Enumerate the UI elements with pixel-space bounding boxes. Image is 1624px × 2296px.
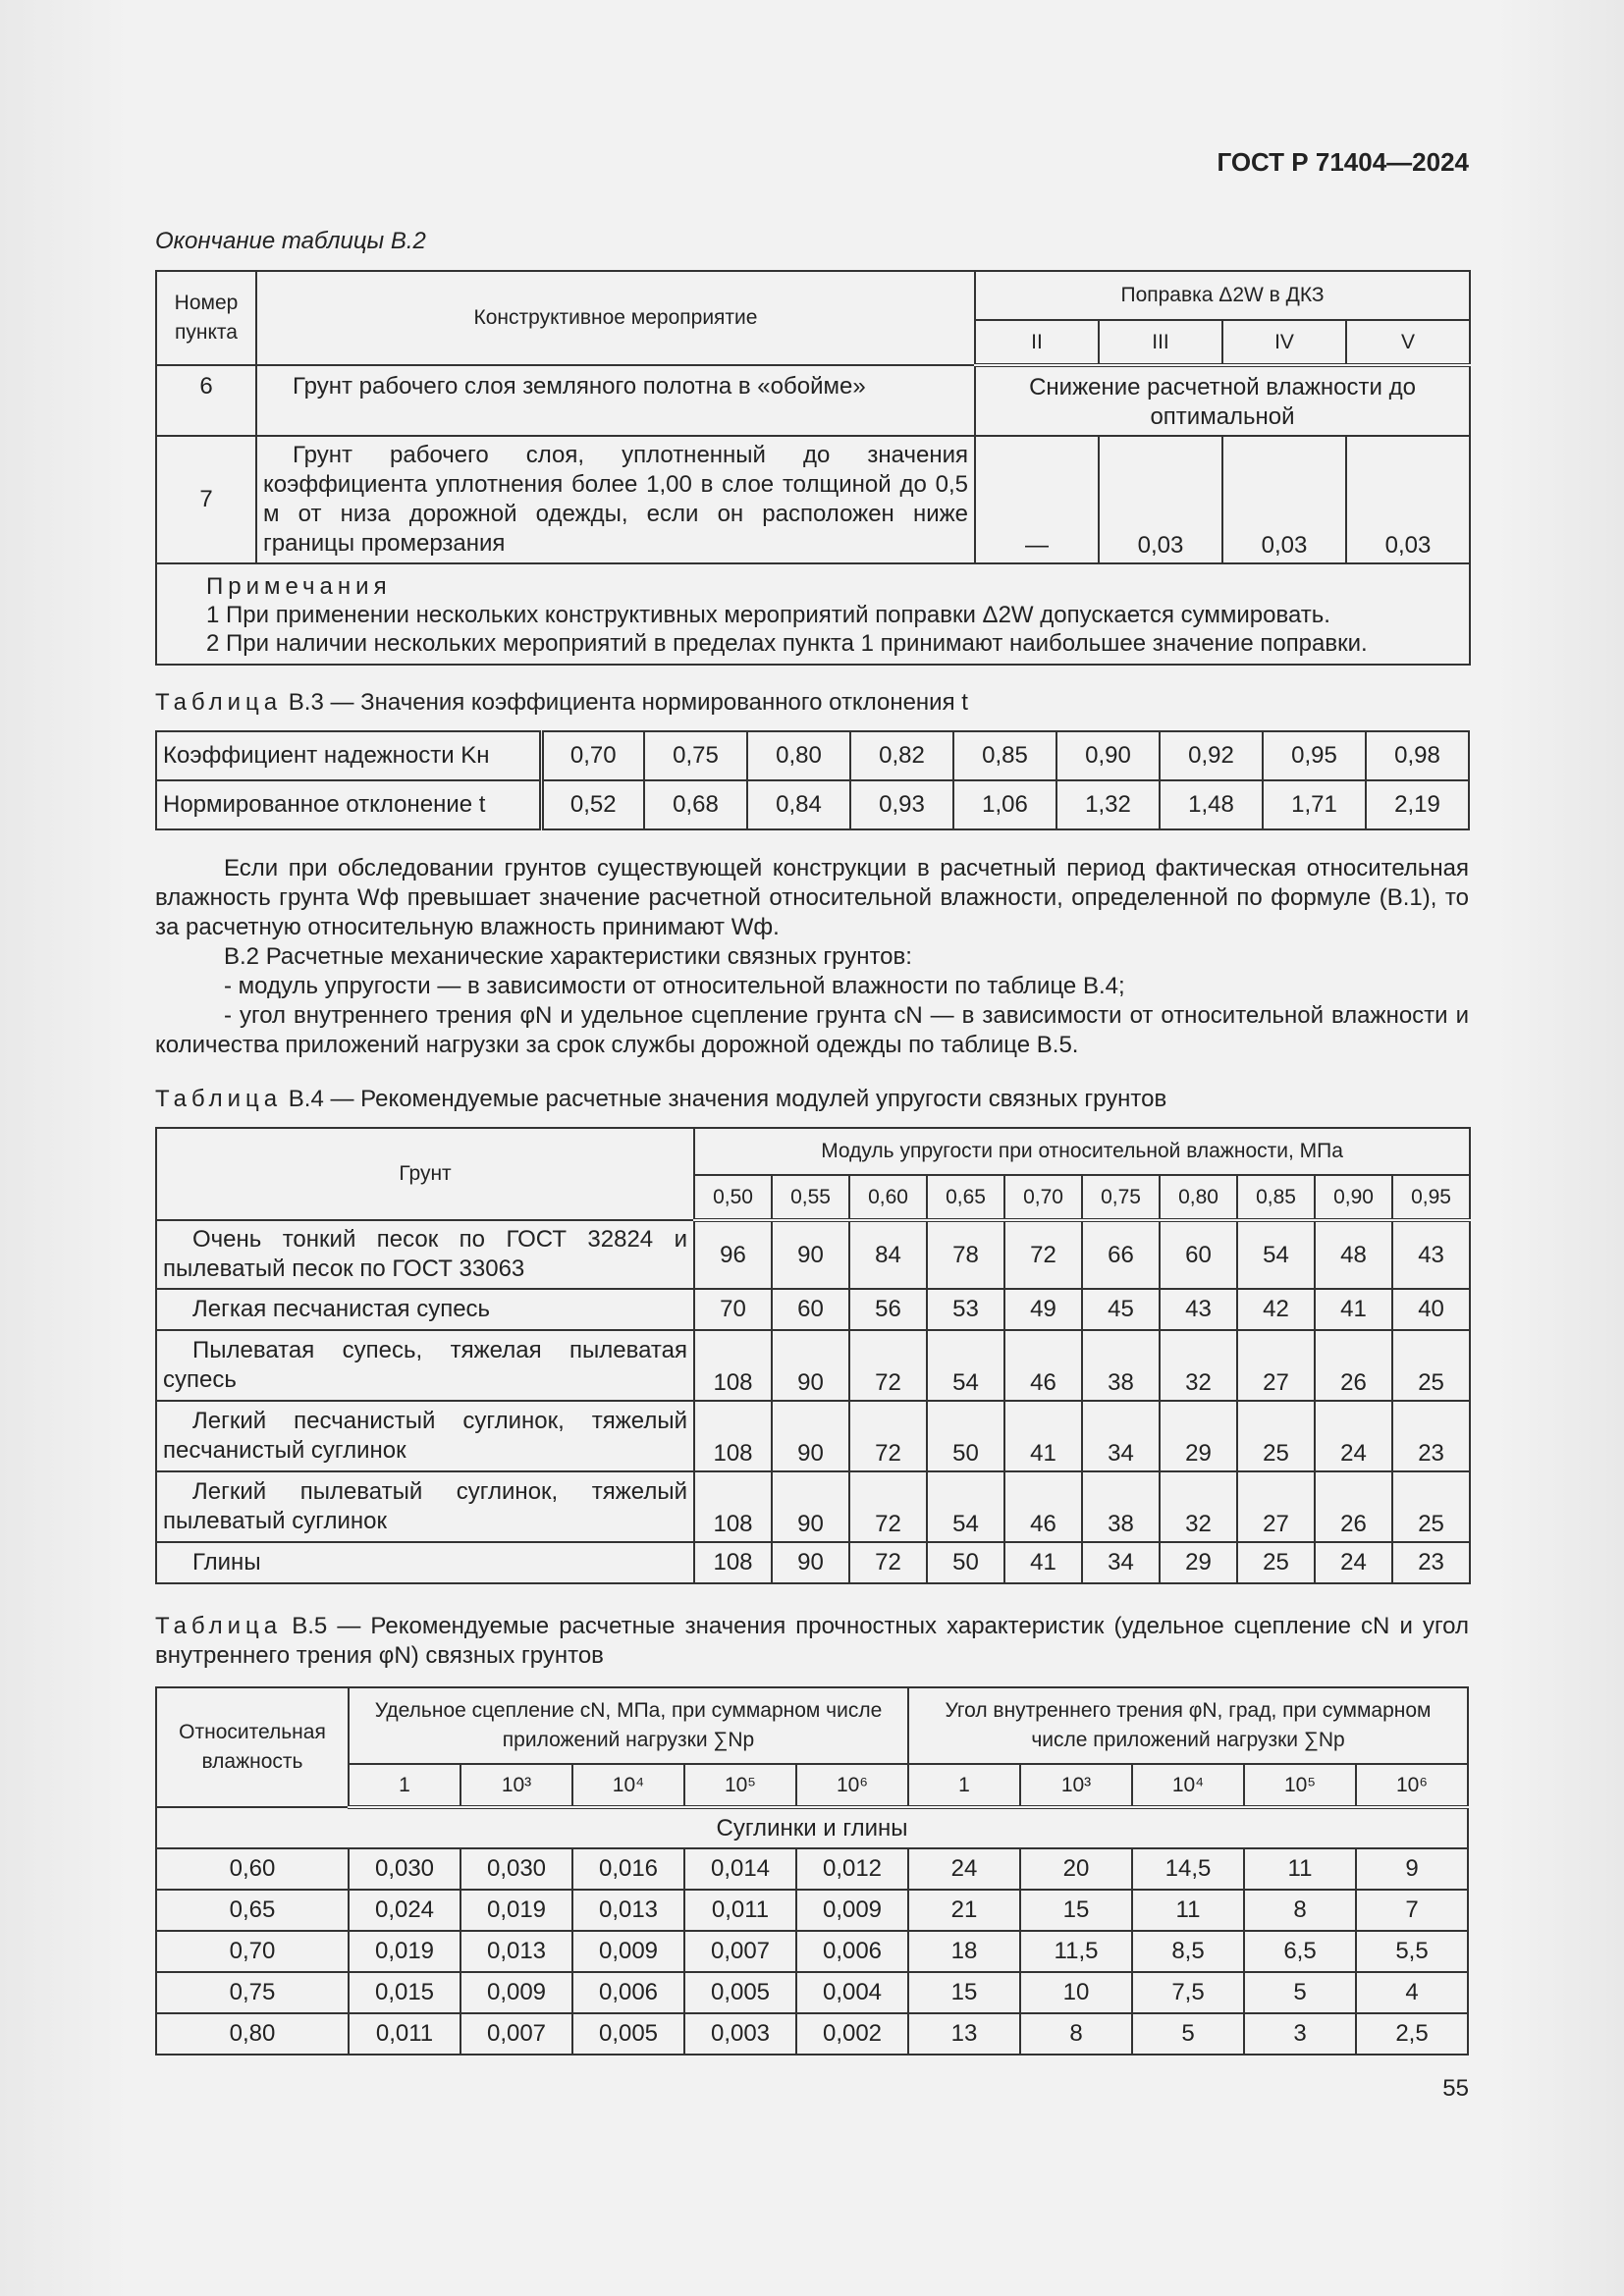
cell: 60 <box>1160 1220 1237 1289</box>
col-friction-header: Угол внутреннего трения φN, град, при суммарном числе приложений нагрузки ∑Np <box>908 1687 1468 1764</box>
row-label: Коэффициент надежности Kн <box>156 731 541 780</box>
cell: 54 <box>927 1471 1004 1542</box>
load-header: 10⁴ <box>572 1764 684 1807</box>
cell: 0,013 <box>572 1890 684 1931</box>
cell: 29 <box>1160 1542 1237 1583</box>
cell: 0,82 <box>850 731 953 780</box>
cell: 7 <box>1356 1890 1468 1931</box>
note-item: 2 При наличии нескольких мероприятий в пределах пункта 1 принимают наибольшее значение поправки. <box>206 630 1368 657</box>
col-number-header: Номер пункта <box>156 271 256 365</box>
body-text <box>155 854 1469 1060</box>
cell: 43 <box>1160 1289 1237 1330</box>
table-b4 <box>155 1127 1471 1584</box>
cell: 0,52 <box>541 780 644 829</box>
caption-prefix: Таблица <box>155 1086 283 1112</box>
cell: 72 <box>1004 1220 1082 1289</box>
cell: 32 <box>1160 1471 1237 1542</box>
cell: 0,75 <box>156 1972 349 2013</box>
cell: 0,011 <box>684 1890 796 1931</box>
cell: 0,003 <box>684 2013 796 2055</box>
humidity-header: 0,55 <box>772 1175 849 1220</box>
cell: 48 <box>1315 1220 1392 1289</box>
cell: 72 <box>849 1471 927 1542</box>
cell: 90 <box>772 1542 849 1583</box>
col-soil-header: Грунт <box>156 1128 694 1220</box>
cell: 1,48 <box>1160 780 1263 829</box>
col-correction-header: Поправка Δ2W в ДКЗ <box>975 271 1470 320</box>
cell: 7,5 <box>1132 1972 1244 2013</box>
cell: 90 <box>772 1471 849 1542</box>
cell: 0,019 <box>460 1890 572 1931</box>
cell: 53 <box>927 1289 1004 1330</box>
cell: 0,60 <box>156 1848 349 1890</box>
caption-text: В.5 — Рекомендуемые расчетные значения прочностных характеристик (удельное сцепление cN и угол внутреннего трения φN) связных грунтов <box>155 1613 1470 1669</box>
cell: 25 <box>1392 1471 1470 1542</box>
load-header: 10⁵ <box>1244 1764 1356 1807</box>
cell: 42 <box>1237 1289 1315 1330</box>
cell: 0,024 <box>349 1890 460 1931</box>
soil-name: Пылеватая супесь, тяжелая пылеватая супесь <box>156 1330 694 1401</box>
cell: 0,002 <box>796 2013 908 2055</box>
row-merged-value: Снижение расчетной влажности до оптимальной <box>975 365 1470 436</box>
cell: 34 <box>1082 1542 1160 1583</box>
zone-header: III <box>1099 320 1222 365</box>
cell: 0,93 <box>850 780 953 829</box>
cell: 26 <box>1315 1471 1392 1542</box>
caption-text: В.4 — Рекомендуемые расчетные значения модулей упругости связных грунтов <box>288 1086 1167 1112</box>
cell: 0,85 <box>953 731 1056 780</box>
cell: 72 <box>849 1401 927 1471</box>
cell: 0,65 <box>156 1890 349 1931</box>
cell: 11 <box>1132 1890 1244 1931</box>
cell: 6,5 <box>1244 1931 1356 1972</box>
cell: 1,71 <box>1263 780 1366 829</box>
cell: 1,06 <box>953 780 1056 829</box>
cell: 0,019 <box>349 1931 460 1972</box>
cell: 8,5 <box>1132 1931 1244 1972</box>
cell: 49 <box>1004 1289 1082 1330</box>
cell: 0,006 <box>796 1931 908 1972</box>
load-header: 10⁶ <box>1356 1764 1468 1807</box>
load-header: 1 <box>908 1764 1020 1807</box>
cell: 14,5 <box>1132 1848 1244 1890</box>
cell: 50 <box>927 1401 1004 1471</box>
soil-name: Легкий песчанистый суглинок, тяжелый песчанистый суглинок <box>156 1401 694 1471</box>
cell: 0,011 <box>349 2013 460 2055</box>
cell: 41 <box>1004 1542 1082 1583</box>
cell: 54 <box>1237 1220 1315 1289</box>
cell: 0,005 <box>684 1972 796 2013</box>
cell: 8 <box>1020 2013 1132 2055</box>
cell: 46 <box>1004 1330 1082 1401</box>
cell: 24 <box>1315 1401 1392 1471</box>
humidity-header: 0,95 <box>1392 1175 1470 1220</box>
cell: 1,32 <box>1056 780 1160 829</box>
cell: 11,5 <box>1020 1931 1132 1972</box>
cell: 0,006 <box>572 1972 684 2013</box>
row-label: Нормированное отклонение t <box>156 780 541 829</box>
humidity-header: 0,90 <box>1315 1175 1392 1220</box>
humidity-header: 0,50 <box>694 1175 772 1220</box>
cell: 0,007 <box>684 1931 796 1972</box>
col-cohesion-header: Удельное сцепление cN, МПа, при суммарном числе приложений нагрузки ∑Np <box>349 1687 908 1764</box>
notes-title: Примечания <box>206 573 392 600</box>
cell: 5 <box>1244 1972 1356 2013</box>
cell: 4 <box>1356 1972 1468 2013</box>
cell: 0,030 <box>349 1848 460 1890</box>
cell: 9 <box>1356 1848 1468 1890</box>
cell: 23 <box>1392 1401 1470 1471</box>
cell: 50 <box>927 1542 1004 1583</box>
cell: 0,90 <box>1056 731 1160 780</box>
table-b5-caption <box>155 1612 1469 1671</box>
cell: 0,75 <box>644 731 747 780</box>
cell: 10 <box>1020 1972 1132 2013</box>
cell: 108 <box>694 1330 772 1401</box>
group-header: Суглинки и глины <box>156 1807 1468 1848</box>
humidity-header: 0,60 <box>849 1175 927 1220</box>
cell: 70 <box>694 1289 772 1330</box>
cell: 3 <box>1244 2013 1356 2055</box>
cell: 0,70 <box>156 1931 349 1972</box>
cell: 40 <box>1392 1289 1470 1330</box>
cell: 43 <box>1392 1220 1470 1289</box>
cell: 84 <box>849 1220 927 1289</box>
cell: 0,80 <box>747 731 850 780</box>
caption-prefix: Таблица <box>155 1613 283 1639</box>
cell: 0,92 <box>1160 731 1263 780</box>
document-id: ГОСТ Р 71404—2024 <box>1217 147 1469 177</box>
humidity-header: 0,85 <box>1237 1175 1315 1220</box>
cell: 0,014 <box>684 1848 796 1890</box>
cell: 72 <box>849 1330 927 1401</box>
cell: 90 <box>772 1330 849 1401</box>
table-b4-caption <box>155 1086 1166 1113</box>
cell: 0,68 <box>644 780 747 829</box>
cell: 0,015 <box>349 1972 460 2013</box>
cell: 15 <box>1020 1890 1132 1931</box>
cell: 5,5 <box>1356 1931 1468 1972</box>
cell: 32 <box>1160 1330 1237 1401</box>
cell: 108 <box>694 1401 772 1471</box>
table-b2-caption: Окончание таблицы В.2 <box>155 228 426 254</box>
humidity-header: 0,70 <box>1004 1175 1082 1220</box>
cell: 0,009 <box>460 1972 572 2013</box>
cell: 0,016 <box>572 1848 684 1890</box>
table-b2 <box>155 270 1471 666</box>
load-header: 1 <box>349 1764 460 1807</box>
cell: 0,95 <box>1263 731 1366 780</box>
row-number: 7 <box>156 436 256 563</box>
row-measure: Грунт рабочего слоя, уплотненный до значения коэффициента уплотнения более 1,00 в слое толщиной до 0,5 м от низа дорожной одежды, если он расположен ниже границы промерзания <box>256 436 975 563</box>
cell: 13 <box>908 2013 1020 2055</box>
load-header: 10³ <box>1020 1764 1132 1807</box>
paragraph: - модуль упругости — в зависимости от относительной влажности по таблице В.4; <box>224 973 1125 999</box>
row-value: 0,03 <box>1099 436 1222 563</box>
cell: 108 <box>694 1471 772 1542</box>
paragraph: В.2 Расчетные механические характеристики связных грунтов: <box>224 943 912 970</box>
cell: 45 <box>1082 1289 1160 1330</box>
row-measure: Грунт рабочего слоя земляного полотна в «обойме» <box>256 365 975 436</box>
cell: 72 <box>849 1542 927 1583</box>
cell: 8 <box>1244 1890 1356 1931</box>
col-modulus-header: Модуль упругости при относительной влажности, МПа <box>694 1128 1470 1175</box>
cell: 2,19 <box>1366 780 1469 829</box>
notes-cell <box>156 563 1470 665</box>
cell: 0,007 <box>460 2013 572 2055</box>
cell: 0,80 <box>156 2013 349 2055</box>
cell: 2,5 <box>1356 2013 1468 2055</box>
cell: 25 <box>1237 1401 1315 1471</box>
cell: 20 <box>1020 1848 1132 1890</box>
cell: 25 <box>1392 1330 1470 1401</box>
col-measure-header: Конструктивное мероприятие <box>256 271 975 365</box>
cell: 34 <box>1082 1401 1160 1471</box>
cell: 38 <box>1082 1471 1160 1542</box>
cell: 26 <box>1315 1330 1392 1401</box>
soil-name: Легкая песчанистая супесь <box>156 1289 694 1330</box>
cell: 0,004 <box>796 1972 908 2013</box>
paragraph: Если при обследовании грунтов существующей конструкции в расчетный период фактическая относительная влажность грунта Wф превышает значение расчетной относительной влажности, определенной по формуле (В.1), то за расчетную относительную влажность принимают Wф. <box>155 855 1469 940</box>
cell: 46 <box>1004 1471 1082 1542</box>
cell: 27 <box>1237 1330 1315 1401</box>
caption-text: В.3 — Значения коэффициента нормированного отклонения t <box>288 689 968 716</box>
cell: 25 <box>1237 1542 1315 1583</box>
cell: 54 <box>927 1330 1004 1401</box>
zone-header: IV <box>1222 320 1346 365</box>
cell: 0,009 <box>796 1890 908 1931</box>
cell: 90 <box>772 1401 849 1471</box>
soil-name: Очень тонкий песок по ГОСТ 32824 и пылеватый песок по ГОСТ 33063 <box>156 1220 694 1289</box>
cell: 23 <box>1392 1542 1470 1583</box>
cell: 0,98 <box>1366 731 1469 780</box>
cell: 41 <box>1004 1401 1082 1471</box>
load-header: 10⁶ <box>796 1764 908 1807</box>
cell: 56 <box>849 1289 927 1330</box>
row-value: — <box>975 436 1099 563</box>
cell: 0,84 <box>747 780 850 829</box>
cell: 18 <box>908 1931 1020 1972</box>
humidity-header: 0,80 <box>1160 1175 1237 1220</box>
cell: 38 <box>1082 1330 1160 1401</box>
zone-header: II <box>975 320 1099 365</box>
cell: 90 <box>772 1220 849 1289</box>
cell: 96 <box>694 1220 772 1289</box>
cell: 29 <box>1160 1401 1237 1471</box>
cell: 24 <box>908 1848 1020 1890</box>
cell: 27 <box>1237 1471 1315 1542</box>
humidity-header: 0,65 <box>927 1175 1004 1220</box>
cell: 24 <box>1315 1542 1392 1583</box>
row-value: 0,03 <box>1346 436 1470 563</box>
page-number: 55 <box>1442 2075 1469 2102</box>
table-b5 <box>155 1686 1469 2056</box>
cell: 108 <box>694 1542 772 1583</box>
cell: 78 <box>927 1220 1004 1289</box>
table-b3-caption <box>155 689 968 717</box>
cell: 0,009 <box>572 1931 684 1972</box>
caption-prefix: Таблица <box>155 689 283 716</box>
cell: 0,013 <box>460 1931 572 1972</box>
row-value: 0,03 <box>1222 436 1346 563</box>
cell: 0,70 <box>541 731 644 780</box>
note-item: 1 При применении нескольких конструктивных мероприятий поправки Δ2W допускается суммировать. <box>206 602 1330 628</box>
cell: 41 <box>1315 1289 1392 1330</box>
table-b3 <box>155 730 1470 830</box>
zone-header: V <box>1346 320 1470 365</box>
cell: 21 <box>908 1890 1020 1931</box>
cell: 0,012 <box>796 1848 908 1890</box>
row-number: 6 <box>156 365 256 436</box>
load-header: 10³ <box>460 1764 572 1807</box>
cell: 0,005 <box>572 2013 684 2055</box>
cell: 15 <box>908 1972 1020 2013</box>
cell: 66 <box>1082 1220 1160 1289</box>
humidity-header: 0,75 <box>1082 1175 1160 1220</box>
soil-name: Глины <box>156 1542 694 1583</box>
load-header: 10⁵ <box>684 1764 796 1807</box>
cell: 11 <box>1244 1848 1356 1890</box>
cell: 5 <box>1132 2013 1244 2055</box>
cell: 60 <box>772 1289 849 1330</box>
col-humidity-header: Относительная влажность <box>156 1687 349 1807</box>
load-header: 10⁴ <box>1132 1764 1244 1807</box>
cell: 0,030 <box>460 1848 572 1890</box>
soil-name: Легкий пылеватый суглинок, тяжелый пылеватый суглинок <box>156 1471 694 1542</box>
paragraph: - угол внутреннего трения φN и удельное сцепление грунта cN — в зависимости от относительной влажности и количества приложений нагрузки за срок службы дорожной одежды по таблице В.5. <box>155 1002 1469 1058</box>
